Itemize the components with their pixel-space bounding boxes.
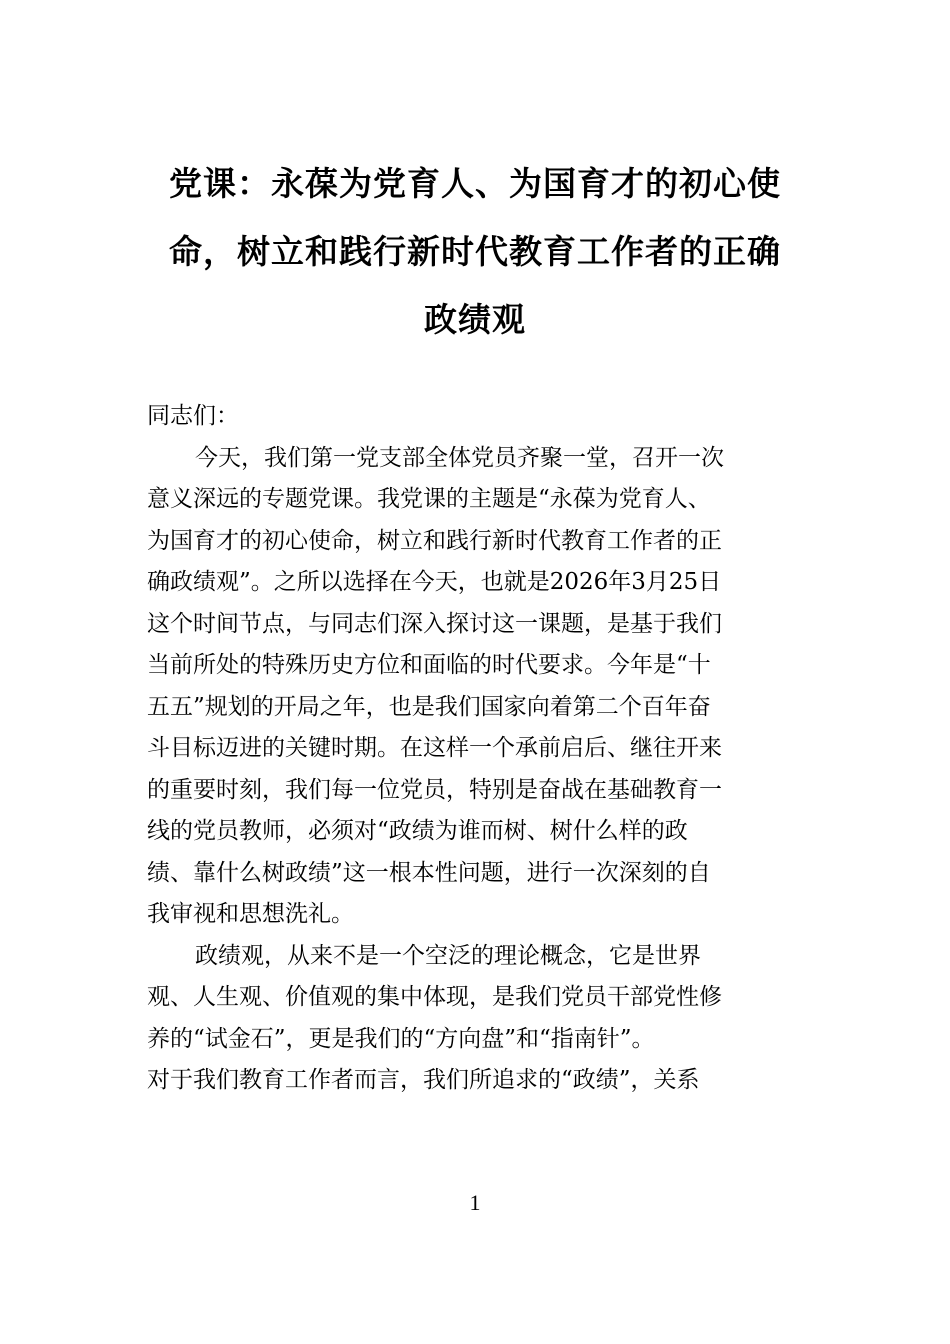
- text-line: 这个时间节点，与同志们深入探讨这一课题，是基于我们: [147, 610, 722, 637]
- text-line: 线的党员教师，必须对“政绩为谁而树、树什么样的政: [147, 818, 688, 844]
- text-line: 对于我们教育工作者而言，我们所追求的“政绩”，关系: [147, 1067, 700, 1093]
- text-line: 五五”规划的开局之年，也是我们国家向着第二个百年奋: [147, 693, 711, 720]
- text-line: 今天，我们第一党支部全体党员齐聚一堂，召开一次: [195, 444, 724, 471]
- text-line: 为国育才的初心使命，树立和践行新时代教育工作者的正: [147, 527, 722, 554]
- text-line: 斗目标迈进的关键时期。在这样一个承前启后、继往开来: [147, 735, 722, 761]
- title-line: 命，树立和践行新时代教育工作者的正确: [169, 232, 781, 271]
- title-line: 政绩观: [424, 300, 526, 339]
- document-title: [145, 150, 805, 354]
- text-line: 绩、靠什么树政绩”这一根本性问题，进行一次深刻的自: [147, 859, 711, 886]
- text-line: 当前所处的特殊历史方位和面临的时代要求。今年是“十: [147, 652, 711, 678]
- text-line: 政绩观，从来不是一个空泛的理论概念，它是世界: [195, 942, 701, 969]
- document-body: [147, 396, 807, 1102]
- text-line: 观、人生观、价值观的集中体现，是我们党员干部党性修: [147, 984, 722, 1010]
- text-line: 意义深远的专题党课。我党课的主题是“永葆为党育人、: [147, 486, 711, 512]
- page-number: 1: [469, 1190, 481, 1215]
- text-line: 的重要时刻，我们每一位党员，特别是奋战在基础教育一: [147, 776, 722, 803]
- salutation: 同志们：: [147, 403, 239, 429]
- text-line: 养的“试金石”，更是我们的“方向盘”和“指南针”。: [147, 1025, 655, 1052]
- paragraph-1: [147, 438, 807, 936]
- paragraph-2: [147, 936, 807, 1102]
- text-line: 确政绩观”。之所以选择在今天，也就是2026年3月25日: [147, 569, 722, 595]
- title-line: 党课：永葆为党育人、为国育才的初心使: [169, 164, 781, 203]
- text-line: 我审视和思想洗礼。: [147, 901, 354, 927]
